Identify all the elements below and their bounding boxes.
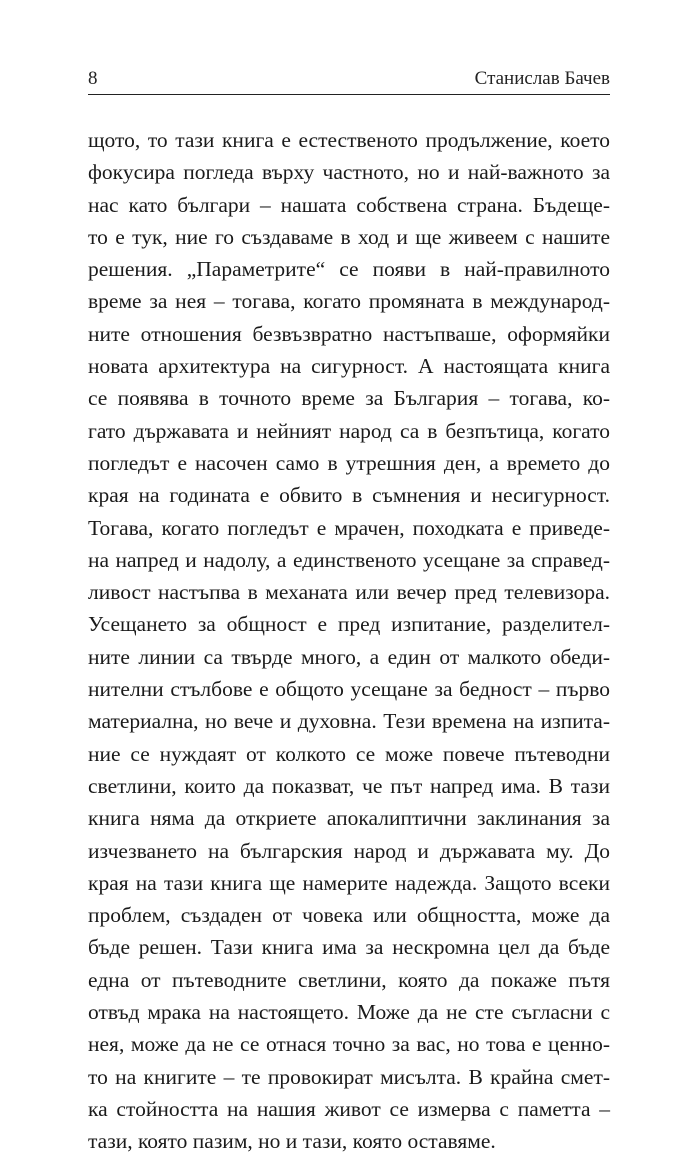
- text-line: нея, може да не се отнася точно за вас, но това е ценно-: [88, 1032, 610, 1057]
- text-line: то на книгите – те провокират мисълта. В крайна смет-: [88, 1064, 610, 1089]
- text-line: края на годината е обвито в съмнения и несигурност.: [88, 483, 610, 508]
- text-line: ливост настъпва в механата или вечер пред телевизора.: [88, 580, 610, 605]
- text-line: бъде решен. Тази книга има за нескромна цел да бъде: [88, 935, 610, 960]
- text-line: време за нея – тогава, когато промяната в международ-: [88, 289, 610, 314]
- text-line: погледът е насочен само в утрешния ден, а времето до: [88, 450, 610, 475]
- text-line: нителни стълбове е общото усещане за бедност – първо: [88, 677, 610, 702]
- text-line: проблем, създаден от човека или общността, може да: [88, 903, 610, 928]
- text-line: се появява в точното време за България – тогава, ко-: [88, 386, 610, 411]
- text-line: новата архитектура на сигурност. А настоящата книга: [88, 354, 610, 379]
- text-line: щото, то тази книга е естественото продължение, което: [88, 128, 610, 152]
- text-line: решения. „Параметрите“ се появи в най-правилното: [88, 257, 610, 282]
- text-line: фокусира погледа върху частното, но и най-важното за: [88, 160, 610, 185]
- text-line: изчезването на българския народ и държавата му. До: [88, 838, 610, 863]
- text-line: гато държавата и нейният народ са в безпътица, когато: [88, 418, 610, 443]
- text-line: ка стойността на нашия живот се измерва с паметта –: [88, 1096, 610, 1121]
- text-line: то е тук, ние го създаваме в ход и ще живеем с нашите: [88, 224, 610, 249]
- text-line: края на тази книга ще намерите надежда. Защото всеки: [88, 870, 610, 895]
- text-line: една от пътеводните светлини, която да покаже пътя: [88, 967, 610, 992]
- text-line: светлини, които да показват, че път напред има. В тази: [88, 773, 610, 798]
- text-line: Усещането за общност е пред изпитание, разделител-: [88, 612, 610, 637]
- running-header: [88, 60, 610, 95]
- body-text: [88, 124, 610, 1158]
- text-line-last: тази, която пазим, но и тази, която оставяме.: [88, 1129, 496, 1154]
- text-line: ните линии са твърде много, а един от малкото обеди-: [88, 644, 610, 669]
- author-running-head: Станислав Бачев: [474, 68, 610, 89]
- text-line: на напред и надолу, а единственото усещане за справед-: [88, 547, 610, 572]
- text-line: ните отношения безвъзвратно настъпваше, оформяйки: [88, 321, 610, 346]
- text-line: нас като българи – нашата собствена страна. Бъдеще-: [88, 192, 610, 217]
- text-line: книга няма да откриете апокалиптични заклинания за: [88, 806, 610, 831]
- text-line: отвъд мрака на настоящето. Може да не сте съгласни с: [88, 1000, 610, 1025]
- text-line: ние се нуждаят от колкото се може повече пътеводни: [88, 741, 610, 766]
- text-line: материална, но вече и духовна. Тези времена на изпита-: [88, 709, 610, 734]
- page-number: 8: [88, 68, 98, 89]
- text-line: Тогава, когато погледът е мрачен, походката е приведе-: [88, 515, 610, 540]
